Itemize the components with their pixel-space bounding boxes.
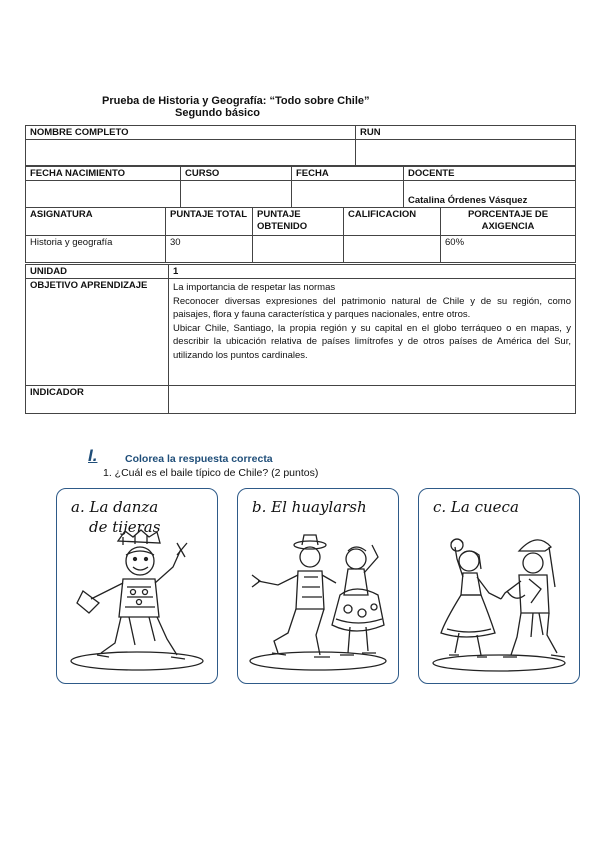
question-1: 1. ¿Cuál es el baile típico de Chile? (2 puntos) xyxy=(103,467,319,479)
section-number: I. xyxy=(88,446,98,465)
label-curso: CURSO xyxy=(180,166,292,181)
objetivo-line-2: Reconocer diversas expresiones del patrimonio natural de Chile y de su región, como paisajes, flora y fauna característica y parques nacionales, entre otros. xyxy=(173,295,571,320)
label-fecha: FECHA xyxy=(291,166,404,181)
dancer-tijeras-icon xyxy=(63,529,211,677)
calificacion-field[interactable] xyxy=(343,235,441,263)
objetivo-aprendizaje-content xyxy=(168,278,576,386)
page-title: Prueba de Historia y Geografía: “Todo sobre Chile” xyxy=(102,95,370,107)
label-puntaje-total: PUNTAJE TOTAL xyxy=(165,207,253,236)
indicador-field[interactable] xyxy=(168,385,576,414)
label-docente: DOCENTE xyxy=(403,166,576,181)
label-puntaje-obtenido: PUNTAJE OBTENIDO xyxy=(252,207,344,236)
section-title: Colorea la respuesta correcta xyxy=(125,453,273,465)
label-fecha-nacimiento: FECHA NACIMIENTO xyxy=(25,166,181,181)
option-b-label: b. El huaylarsh xyxy=(252,498,367,516)
page-subtitle: Segundo básico xyxy=(175,107,260,119)
label-porcentaje-exigencia: PORCENTAJE DE AXIGENCIA xyxy=(440,207,576,236)
puntaje-obtenido-field[interactable] xyxy=(252,235,344,263)
option-c-label: c. La cueca xyxy=(433,498,519,516)
unidad-value: 1 xyxy=(168,264,576,279)
puntaje-total-value: 30 xyxy=(165,235,253,263)
option-a-card[interactable] xyxy=(56,488,218,684)
label-objetivo-aprendizaje: OBJETIVO APRENDIZAJE xyxy=(25,278,169,386)
docente-value: Catalina Órdenes Vásquez xyxy=(403,180,576,208)
label-indicador: INDICADOR xyxy=(25,385,169,414)
label-calificacion: CALIFICACION xyxy=(343,207,441,236)
objetivo-line-3: Ubicar Chile, Santiago, la propia región y su capital en el globo terráqueo o en mapas, y describir la ubicación relativa de países limítrofes y de otros países de América del Sur, utilizando los puntos cardinales. xyxy=(173,322,571,361)
asignatura-value: Historia y geografía xyxy=(25,235,166,263)
option-c-card[interactable] xyxy=(418,488,580,684)
fecha-nacimiento-field[interactable] xyxy=(25,180,181,208)
label-asignatura: ASIGNATURA xyxy=(25,207,166,236)
porcentaje-value: 60% xyxy=(440,235,576,263)
dancers-cueca-icon xyxy=(425,529,573,677)
fecha-field[interactable] xyxy=(291,180,404,208)
objetivo-line-1: La importancia de respetar las normas xyxy=(173,282,336,293)
option-b-card[interactable] xyxy=(237,488,399,684)
label-nombre-completo: NOMBRE COMPLETO xyxy=(25,125,356,140)
label-run: RUN xyxy=(355,125,576,140)
option-a-label-line2: de tijeras xyxy=(89,518,161,536)
run-field[interactable] xyxy=(355,139,576,166)
nombre-completo-field[interactable] xyxy=(25,139,356,166)
option-a-label-line1: a. La danza xyxy=(71,498,159,516)
curso-field[interactable] xyxy=(180,180,292,208)
label-unidad: UNIDAD xyxy=(25,264,169,279)
dancers-huaylarsh-icon xyxy=(244,529,392,677)
